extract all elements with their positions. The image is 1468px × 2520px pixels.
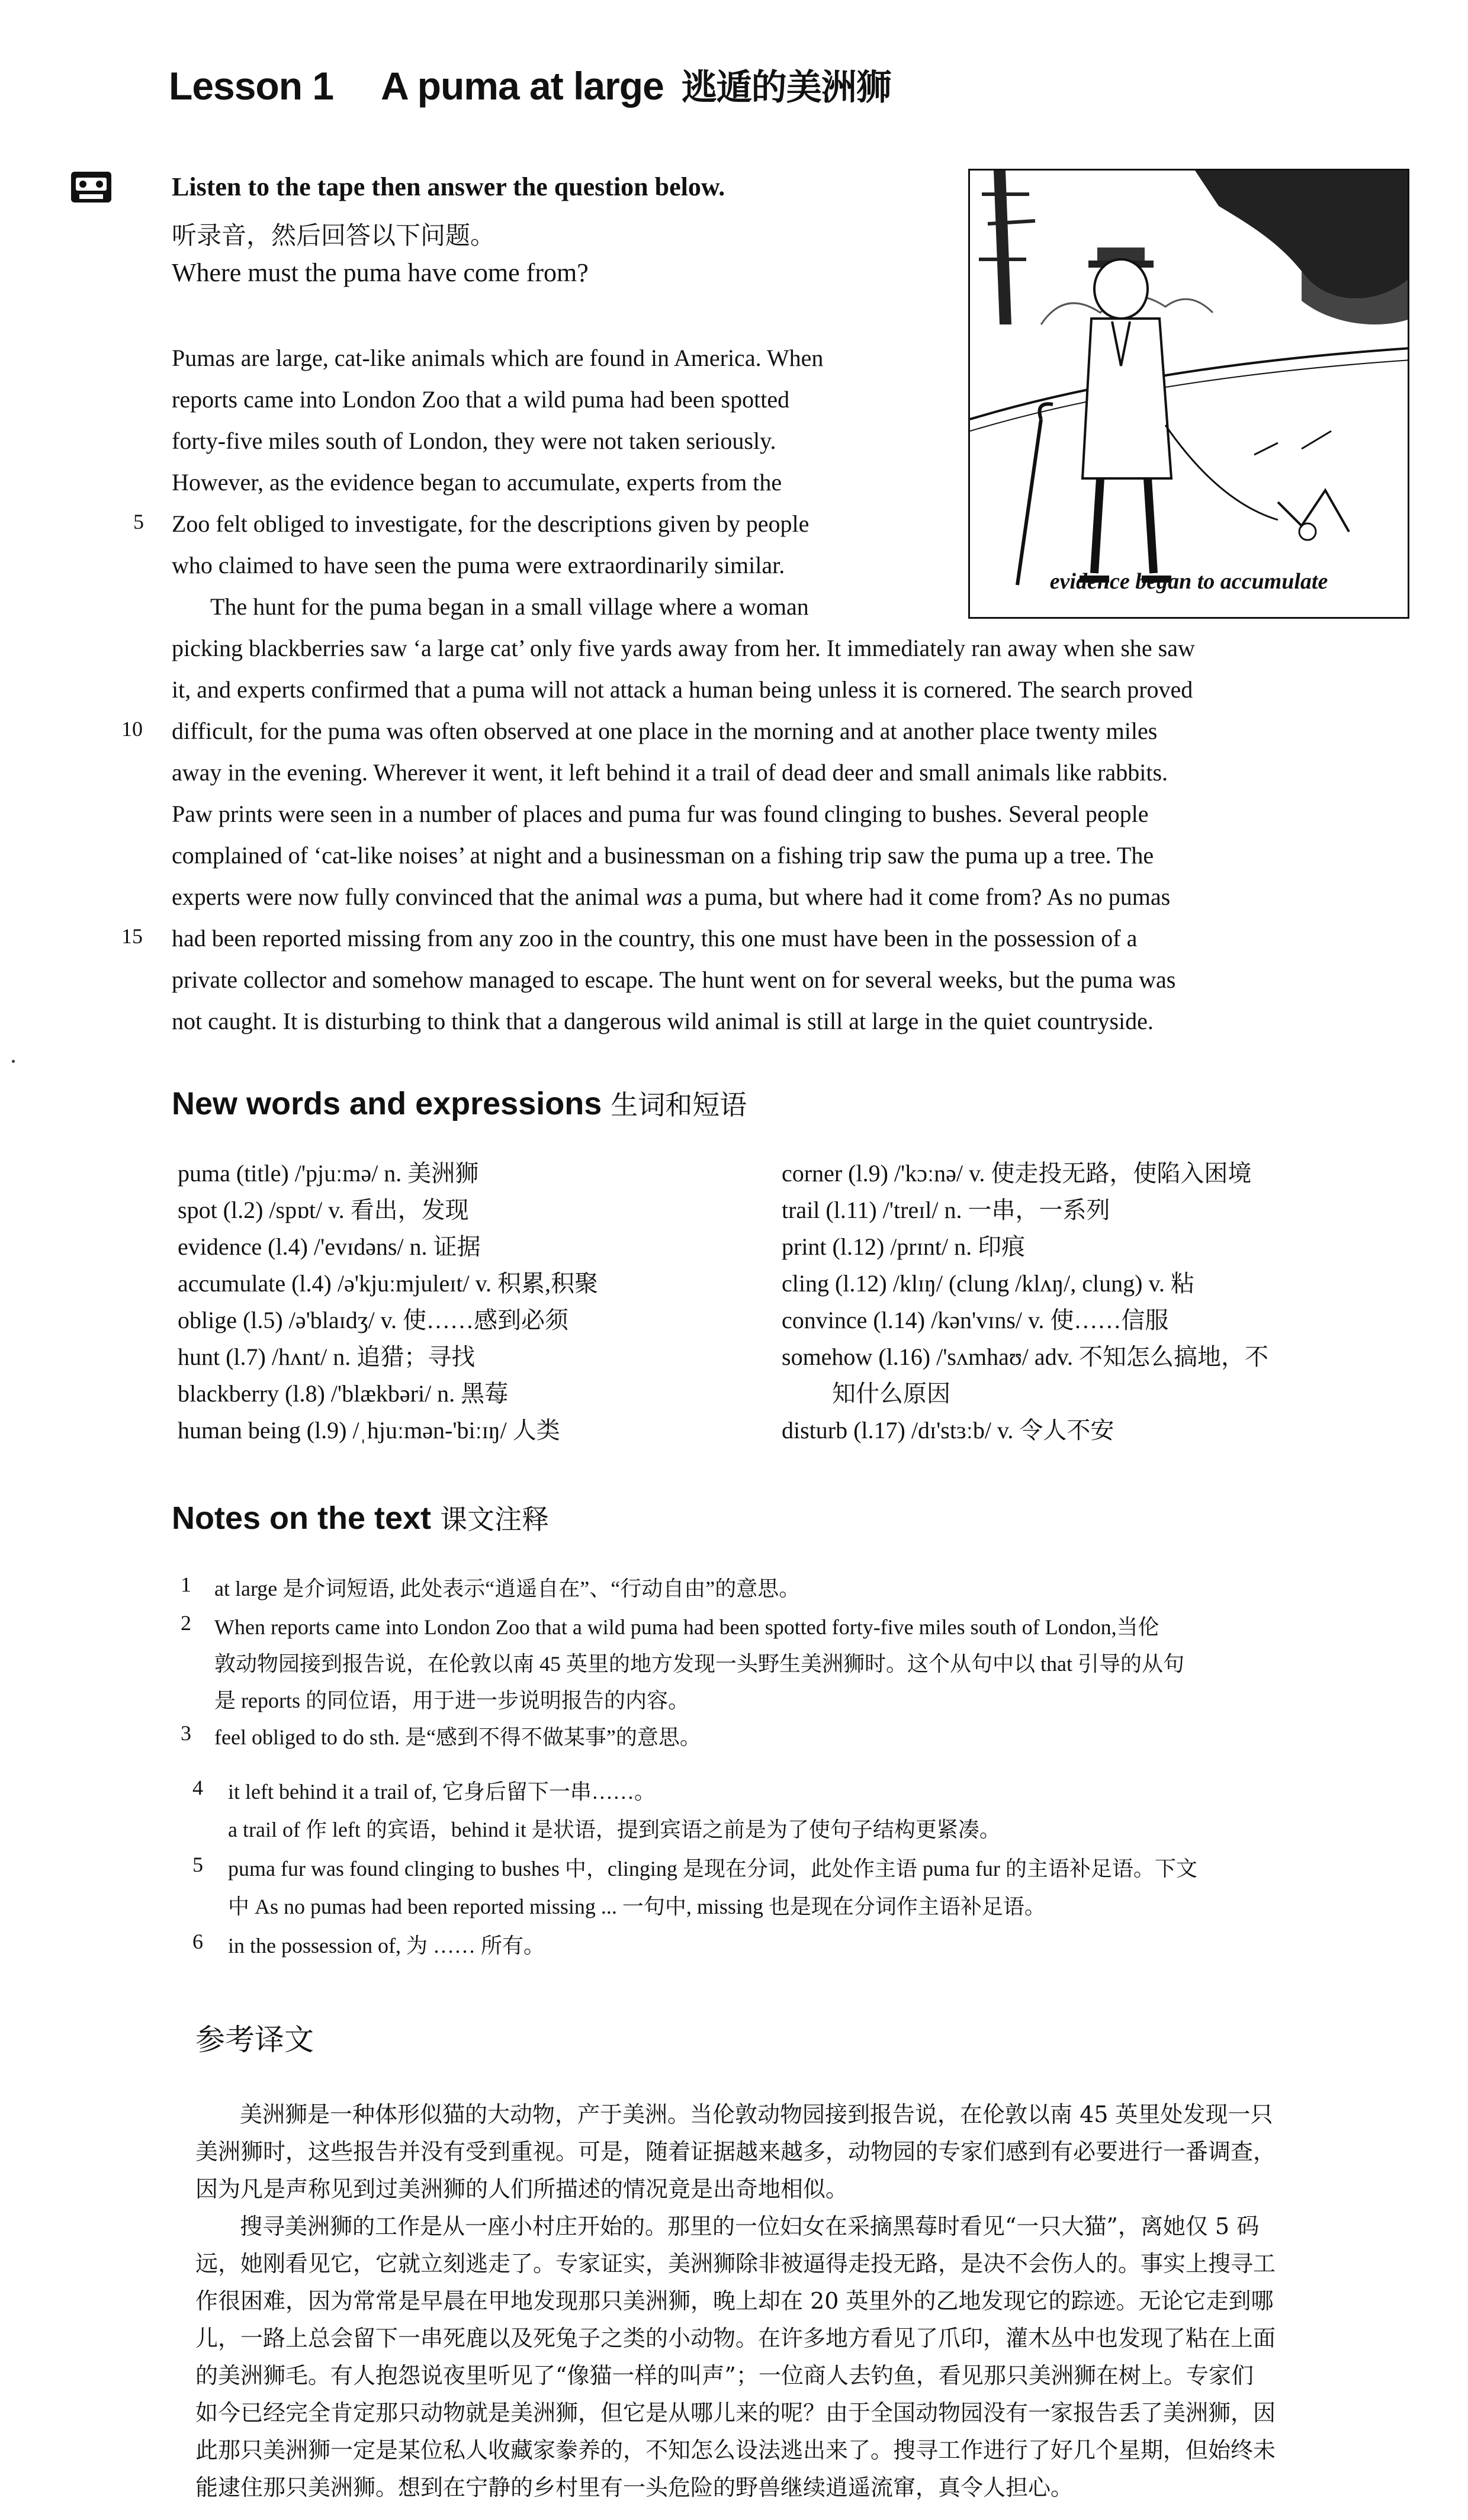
vocabulary-heading	[172, 1084, 747, 1123]
translation-line: 如今已经完全肯定那只动物就是美洲狮，但它是从哪儿来的呢？由于全国动物园没有一家报告丢了美洲狮，因	[195, 2400, 1276, 2426]
vocab-item: print (l.12) /prɪnt/ n. 印痕	[782, 1233, 1026, 1260]
translation-line: 的美洲狮毛。有人抱怨说夜里听见了“像猫一样的叫声”；一位商人去钓鱼，看见那只美洲狮在树上。专家们	[195, 2362, 1254, 2389]
notes-heading-en: Notes on the text	[172, 1500, 432, 1536]
note-number: 1	[181, 1573, 191, 1596]
vocab-item: trail (l.11) /'treɪl/ n. 一串，一系列	[782, 1197, 1110, 1223]
vocab-item: puma (title) /'pjuːmə/ n. 美洲狮	[178, 1160, 479, 1187]
note-line: 是 reports 的同位语，用于进一步说明报告的内容。	[214, 1689, 689, 1712]
stray-mark	[12, 1060, 15, 1063]
passage-line: Zoo felt obliged to investigate, for the descriptions given by people	[172, 510, 810, 537]
note-number: 2	[181, 1611, 191, 1635]
vocab-item: convince (l.14) /kən'vɪns/ v. 使……信服	[782, 1307, 1169, 1333]
vocab-item: hunt (l.7) /hʌnt/ n. 追猎；寻找	[178, 1343, 476, 1370]
vocab-item: oblige (l.5) /ə'blaɪdʒ/ v. 使……感到必须	[178, 1307, 569, 1333]
translation-line: 此那只美洲狮一定是某位私人收藏家豢养的，不知怎么设法逃出来了。搜寻工作进行了好几个星期，但始终未	[195, 2437, 1276, 2463]
line-number: 5	[133, 510, 144, 533]
passage-line: Paw prints were seen in a number of places and puma fur was found clinging to bushes. Several people	[172, 801, 1149, 827]
note-number: 3	[181, 1721, 191, 1745]
translation-line: 因为凡是声称见到过美洲狮的人们所描述的情况竟是出奇地相似。	[195, 2176, 849, 2202]
passage-text: a puma, but where had it come from? As no pumas	[682, 883, 1171, 910]
vocab-item: cling (l.12) /klɪŋ/ (clung /klʌŋ/, clung) v. 粘	[782, 1270, 1194, 1297]
vocab-item: accumulate (l.4) /ə'kjuːmjuleɪt/ v. 积累,积聚	[178, 1270, 598, 1297]
translation-line: 作很困难，因为常常是早晨在甲地发现那只美洲狮，晚上却在 20 英里外的乙地发现它的踪迹。无论它走到哪	[195, 2288, 1274, 2314]
vocab-item: disturb (l.17) /dɪ'stɜːb/ v. 令人不安	[782, 1417, 1114, 1444]
passage-line: Pumas are large, cat-like animals which are found in America. When	[172, 345, 824, 371]
passage-line: who claimed to have seen the puma were extraordinarily similar.	[172, 552, 785, 578]
notes-heading-zh: 课文注释	[440, 1503, 550, 1535]
man-with-puma-illustration	[970, 171, 1409, 619]
note-number: 5	[192, 1853, 203, 1876]
passage-line: picking blackberries saw ‘a large cat’ only five yards away from her. It immediately ran away when she saw	[172, 635, 1195, 661]
vocab-item: spot (l.2) /spɒt/ v. 看出，发现	[178, 1197, 469, 1223]
vocab-item: human being (l.9) /ˌhjuːmən-'biːɪŋ/ 人类	[178, 1417, 560, 1444]
note-line: feel obliged to do sth. 是“感到不得不做某事”的意思。	[214, 1725, 701, 1749]
line-number: 10	[121, 717, 143, 741]
passage-line: reports came into London Zoo that a wild puma had been spotted	[172, 386, 790, 413]
passage-line: had been reported missing from any zoo in the country, this one must have been in the possession of a	[172, 925, 1138, 952]
lesson-title-zh: 逃遁的美洲狮	[681, 67, 891, 108]
translation-line: 美洲狮是一种体形似猫的大动物，产于美洲。当伦敦动物园接到报告说，在伦敦以南 45 英里处发现一只	[240, 2101, 1273, 2127]
translation-heading: 参考译文	[195, 2023, 314, 2057]
passage-text: experts were now fully convinced that the animal	[172, 883, 645, 910]
note-line: 敦动物园接到报告说，在伦敦以南 45 英里的地方发现一头野生美洲狮时。这个从句中以 that 引导的从句	[214, 1652, 1184, 1676]
passage-line: away in the evening. Wherever it went, it left behind it a trail of dead deer and small animals like rabbits.	[172, 759, 1168, 786]
vocab-item-continued: 知什么原因	[832, 1380, 950, 1407]
illustration	[968, 169, 1409, 619]
lesson-number: Lesson 1	[169, 64, 334, 108]
note-line: When reports came into London Zoo that a wild puma had been spotted forty-five miles south of London,当伦	[214, 1615, 1159, 1639]
instruction-en: Listen to the tape then answer the question below.	[172, 172, 725, 201]
passage-line: complained of ‘cat-like noises’ at night and a businessman on a fishing trip saw the puma up a tree. The	[172, 842, 1154, 869]
note-line: 中 As no pumas had been reported missing ... 一句中, missing 也是现在分词作主语补足语。	[228, 1895, 1046, 1918]
comprehension-question: Where must the puma have come from?	[172, 258, 589, 287]
passage-line: forty-five miles south of London, they were not taken seriously.	[172, 427, 776, 454]
passage-line: private collector and somehow managed to escape. The hunt went on for several weeks, but the puma was	[172, 966, 1176, 993]
notes-heading	[172, 1498, 549, 1537]
translation-line: 儿，一路上总会留下一串死鹿以及死兔子之类的小动物。在许多地方看见了爪印，灌木丛中也发现了粘在上面	[195, 2325, 1276, 2351]
passage-line: However, as the evidence began to accumulate, experts from the	[172, 469, 782, 496]
vocab-item: somehow (l.16) /'sʌmhaʊ/ adv. 不知怎么搞地，不	[782, 1343, 1269, 1370]
note-line: puma fur was found clinging to bushes 中，clinging 是现在分词，此处作主语 puma fur 的主语补足语。下文	[228, 1857, 1197, 1881]
illustration-caption: evidence began to accumulate	[1049, 569, 1328, 594]
cassette-tape-icon	[70, 171, 113, 204]
vocab-item: blackberry (l.8) /'blækbəri/ n. 黑莓	[178, 1380, 509, 1407]
passage-emphasis: was	[645, 883, 682, 910]
passage-line	[172, 876, 1170, 918]
note-line: in the possession of, 为 …… 所有。	[228, 1934, 545, 1957]
translation-line: 美洲狮时，这些报告并没有受到重视。可是，随着证据越来越多，动物园的专家们感到有必要进行一番调查，	[195, 2139, 1276, 2165]
translation-line: 远，她刚看见它，它就立刻逃走了。专家证实，美洲狮除非被逼得走投无路，是决不会伤人的。事实上搜寻工	[195, 2251, 1276, 2277]
translation-line: 搜寻美洲狮的工作是从一座小村庄开始的。那里的一位妇女在采摘黑莓时看见“一只大猫”，离她仅 5 码	[240, 2213, 1260, 2239]
note-number: 6	[192, 1930, 203, 1953]
note-line: it left behind it a trail of, 它身后留下一串……。	[228, 1780, 656, 1804]
vocabulary-heading-en: New words and expressions	[172, 1086, 602, 1121]
passage-line: not caught. It is disturbing to think that a dangerous wild animal is still at large in the quiet countryside.	[172, 1008, 1154, 1034]
note-line: a trail of 作 left 的宾语，behind it 是状语，提到宾语之前是为了使句子结构更紧凑。	[228, 1818, 1001, 1841]
line-number: 15	[121, 924, 143, 948]
passage-line: it, and experts confirmed that a puma will not attack a human being unless it is cornered. The search proved	[172, 676, 1193, 703]
passage-line: difficult, for the puma was often observed at one place in the morning and at another place twenty miles	[172, 718, 1158, 744]
note-line: at large 是介词短语, 此处表示“逍遥自在”、“行动自由”的意思。	[214, 1577, 801, 1600]
vocab-item: evidence (l.4) /'evɪdəns/ n. 证据	[178, 1233, 481, 1260]
translation-line: 能逮住那只美洲狮。想到在宁静的乡村里有一头危险的野兽继续逍遥流窜，真令人担心。	[195, 2474, 1074, 2500]
instruction-zh: 听录音，然后回答以下问题。	[172, 221, 496, 250]
note-number: 4	[192, 1776, 203, 1799]
lesson-title	[169, 59, 891, 110]
passage-line: The hunt for the puma began in a small village where a woman	[210, 593, 809, 620]
lesson-title-en: A puma at large	[381, 64, 664, 108]
vocab-item: corner (l.9) /'kɔːnə/ v. 使走投无路，使陷入困境	[782, 1160, 1252, 1187]
vocabulary-heading-zh: 生词和短语	[611, 1089, 747, 1121]
